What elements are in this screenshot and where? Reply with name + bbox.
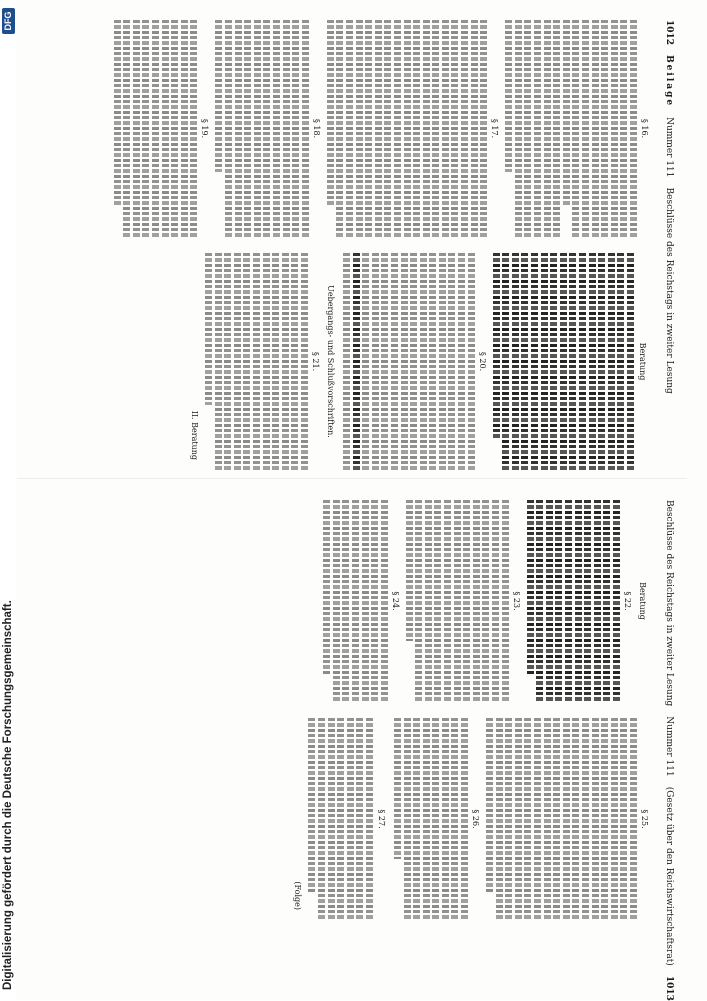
- text-line: [496, 718, 503, 920]
- text-line: [420, 253, 427, 470]
- text-line: [318, 718, 325, 920]
- text-line: [461, 20, 468, 237]
- text-line: [493, 253, 500, 440]
- text-line: [527, 500, 534, 674]
- text-line: [362, 253, 369, 470]
- text-line: [381, 253, 388, 470]
- text-line: [546, 500, 553, 702]
- text-line: [356, 20, 363, 237]
- text-line: [205, 253, 212, 405]
- text-line: [283, 20, 290, 237]
- right-running-title: Beschlüsse des Reichstags in zweiter Lesung: [664, 500, 674, 707]
- text-line: [302, 20, 309, 237]
- text-line: [410, 253, 417, 470]
- text-line: [515, 718, 522, 920]
- text-line: [620, 20, 627, 237]
- text-line: [365, 20, 372, 237]
- text-line: [531, 253, 538, 470]
- text-line: [620, 718, 627, 920]
- right-heading: (Gesetz über den Reichswirtschaftsrat): [664, 786, 674, 966]
- text-line: [534, 718, 541, 920]
- text-line: [352, 500, 359, 702]
- text-line: [308, 718, 315, 892]
- section-heading: § 26.: [471, 809, 481, 829]
- column-caption: § 27.: [376, 809, 386, 829]
- text-line: [442, 718, 449, 920]
- text-line: [458, 253, 465, 470]
- text-line: [215, 20, 222, 172]
- text-line: [611, 20, 618, 237]
- text-line: [406, 500, 413, 641]
- left-running-title: Beilage: [664, 55, 674, 108]
- column-caption: Beratung: [638, 342, 647, 381]
- text-line: [272, 253, 279, 470]
- text-line: [555, 500, 562, 702]
- text-line: [492, 500, 499, 702]
- text-line: [114, 20, 121, 207]
- section-heading: § 19.: [200, 118, 210, 139]
- text-line: [582, 718, 589, 920]
- left-running-header: [661, 20, 677, 470]
- text-line: [534, 20, 541, 237]
- text-line: [384, 20, 391, 237]
- left-issue: Nummer 111: [664, 117, 674, 178]
- text-line: [601, 718, 608, 920]
- left-page-number: 1012: [664, 20, 674, 46]
- text-line: [565, 500, 572, 702]
- left-heading: Beschlüsse des Reichstags in zweiter Lesung: [664, 187, 674, 394]
- right-page-number: 1013: [664, 975, 674, 1001]
- text-line: [584, 500, 591, 702]
- text-line: [579, 253, 586, 470]
- text-line: [263, 253, 270, 470]
- text-line: [356, 718, 363, 920]
- text-line: [413, 718, 420, 920]
- text-line: [375, 20, 382, 237]
- text-line: [432, 718, 439, 920]
- right-issue: Nummer 111: [664, 716, 674, 777]
- text-line: [582, 20, 589, 237]
- text-line: [215, 253, 222, 470]
- text-line: [480, 20, 487, 237]
- text-line: [429, 253, 436, 470]
- column-signature: (Folge): [293, 881, 303, 910]
- text-line: [423, 718, 430, 920]
- text-line: [627, 253, 634, 470]
- text-line: [461, 718, 468, 920]
- text-line: [536, 500, 543, 702]
- text-line: [432, 20, 439, 237]
- text-line: [181, 20, 188, 237]
- column-caption: Beratung: [638, 582, 647, 620]
- section-heading: § 21.: [310, 351, 320, 372]
- text-line: [327, 20, 334, 207]
- text-line: [291, 253, 298, 470]
- right-columns: [17, 500, 655, 920]
- text-line: [394, 20, 401, 237]
- text-line: [347, 718, 354, 920]
- text-line: [413, 20, 420, 237]
- left-column-1: [17, 20, 655, 237]
- text-line: [444, 500, 451, 702]
- text-line: [550, 253, 557, 470]
- right-running-header: [661, 500, 677, 1001]
- text-line: [152, 20, 159, 237]
- text-line: [482, 500, 489, 702]
- text-line: [123, 20, 130, 237]
- text-line: [630, 20, 637, 237]
- section-heading: § 25.: [640, 809, 649, 829]
- funding-banner-text-row: [0, 0, 16, 1000]
- text-line: [282, 253, 289, 470]
- text-line: [486, 718, 493, 892]
- text-line: [611, 718, 618, 920]
- text-line: [592, 20, 599, 237]
- text-line: [544, 20, 551, 237]
- text-line: [243, 253, 250, 470]
- text-line: [630, 718, 637, 920]
- text-line: [553, 718, 560, 920]
- column-signature: II. Beratung: [190, 410, 200, 460]
- section-heading: § 23.: [511, 591, 521, 611]
- text-line: [502, 253, 509, 470]
- text-line: [463, 500, 470, 702]
- text-line: [601, 20, 608, 237]
- funding-banner: [0, 0, 16, 1000]
- text-line: [439, 253, 446, 470]
- text-line: [190, 20, 197, 237]
- text-line: [608, 253, 615, 470]
- text-line: [391, 253, 398, 470]
- text-line: [442, 20, 449, 237]
- text-line: [560, 253, 567, 470]
- text-line: [617, 253, 624, 470]
- text-line: [404, 20, 411, 237]
- left-columns: [17, 20, 655, 470]
- dfg-logo: DFG: [2, 8, 15, 34]
- text-line: [263, 20, 270, 237]
- text-line: [423, 20, 430, 237]
- text-line: [563, 718, 570, 920]
- text-line: [594, 500, 601, 702]
- text-line: [575, 500, 582, 702]
- section-heading: § 17.: [490, 118, 500, 139]
- text-line: [162, 20, 169, 237]
- text-line: [598, 253, 605, 470]
- text-line: [401, 253, 408, 470]
- text-line: [454, 500, 461, 702]
- text-line: [323, 500, 330, 674]
- text-line: [253, 253, 260, 470]
- text-line: [572, 20, 579, 237]
- section-heading: § 24.: [390, 591, 400, 611]
- text-line: [381, 500, 388, 702]
- text-line: [142, 20, 149, 237]
- right-column-1: [17, 500, 655, 702]
- text-line: [171, 20, 178, 237]
- text-line: [273, 20, 280, 237]
- text-line: [328, 718, 335, 920]
- column-caption: Uebergangs- und Schlußvorschriften.: [325, 285, 335, 438]
- text-line: [613, 500, 620, 702]
- text-line: [521, 253, 528, 470]
- text-line: [505, 20, 512, 172]
- text-line: [336, 20, 343, 237]
- text-line: [371, 500, 378, 702]
- text-line: [235, 20, 242, 237]
- text-line: [133, 20, 140, 237]
- text-line: [292, 20, 299, 237]
- text-line: [254, 20, 261, 237]
- text-line: [404, 718, 411, 920]
- text-line: [569, 253, 576, 470]
- text-line: [544, 718, 551, 920]
- left-column-2: [17, 253, 655, 470]
- text-line: [337, 718, 344, 920]
- text-line: [435, 500, 442, 702]
- text-line: [572, 718, 579, 920]
- text-line: [234, 253, 241, 470]
- text-line: [346, 20, 353, 237]
- text-line: [473, 500, 480, 702]
- text-line: [452, 718, 459, 920]
- text-line: [225, 20, 232, 237]
- text-line: [452, 20, 459, 237]
- text-line: [505, 718, 512, 920]
- page-gutter: [17, 478, 687, 479]
- text-line: [471, 20, 478, 237]
- text-line: [372, 253, 379, 470]
- text-line: [362, 500, 369, 702]
- section-heading: § 22.: [623, 591, 632, 611]
- text-line: [515, 20, 522, 237]
- text-line: [366, 718, 373, 920]
- text-line: [563, 20, 570, 207]
- text-line: [592, 718, 599, 920]
- text-line: [589, 253, 596, 470]
- section-heading: § 16.: [640, 118, 649, 139]
- right-column-2: [17, 718, 655, 920]
- text-line: [524, 718, 531, 920]
- text-line: [502, 500, 509, 702]
- text-line: [342, 500, 349, 702]
- text-line: [224, 253, 231, 470]
- text-line: [425, 500, 432, 702]
- section-heading: § 18.: [311, 118, 321, 139]
- text-line: [333, 500, 340, 702]
- text-line: [468, 253, 475, 470]
- text-line: [244, 20, 251, 237]
- text-line: [512, 253, 519, 470]
- text-line: [553, 20, 560, 237]
- text-line: [343, 253, 350, 470]
- text-line: [394, 718, 401, 859]
- right-page: [17, 500, 677, 1001]
- text-line: [415, 500, 422, 702]
- text-line: [603, 500, 610, 702]
- text-line: [301, 253, 308, 470]
- section-heading: § 20.: [477, 351, 487, 372]
- text-line: [353, 253, 360, 470]
- text-line: [524, 20, 531, 237]
- left-page: [17, 20, 677, 470]
- text-line: [541, 253, 548, 470]
- text-line: [449, 253, 456, 470]
- funding-banner-text: Digitalisierung gefördert durch die Deutsche Forschungsgemeinschaft.: [2, 600, 14, 990]
